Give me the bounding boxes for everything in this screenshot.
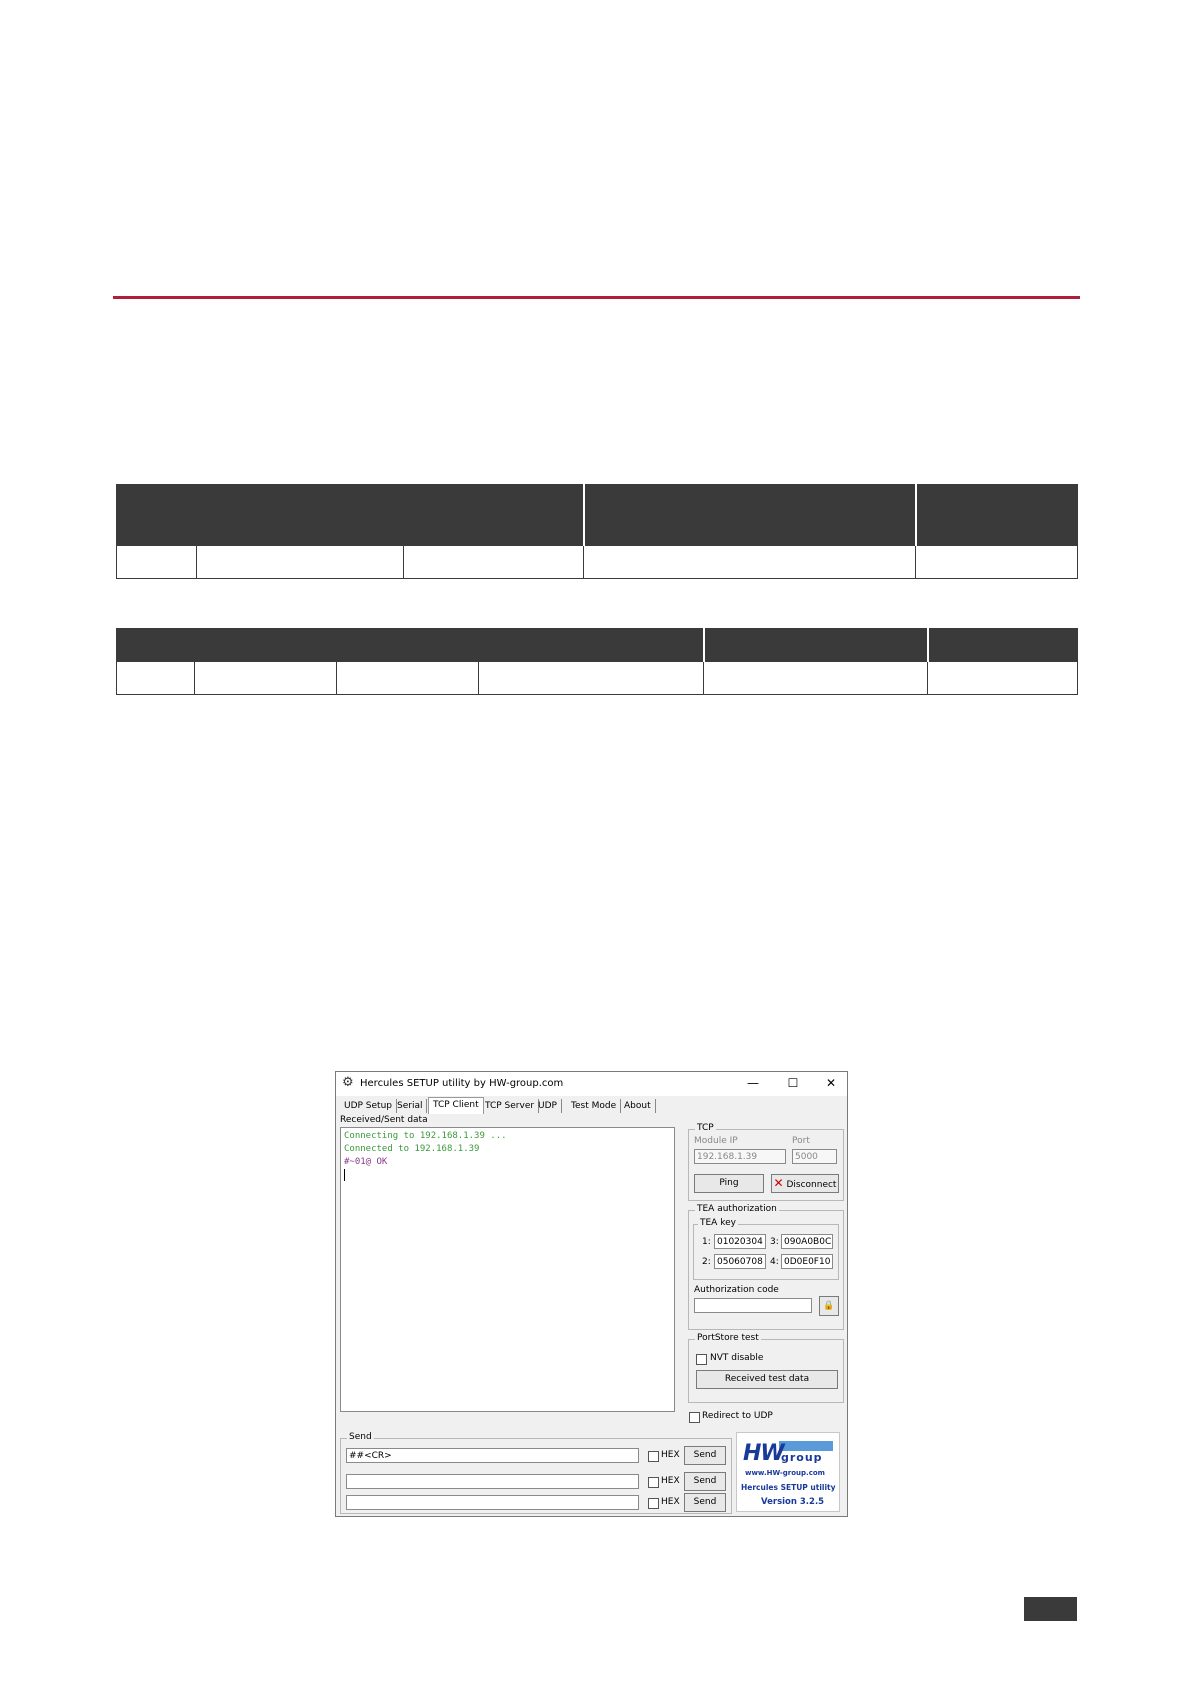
- module-ip-label: Module IP: [694, 1136, 738, 1146]
- key-2-label: 2:: [702, 1257, 711, 1267]
- nvt-disable-label: NVT disable: [710, 1353, 764, 1363]
- logo-bar: [779, 1441, 833, 1451]
- command-table-1: [116, 484, 1078, 579]
- disconnect-label: Disconnect: [786, 1180, 837, 1190]
- table-header-cell: [584, 485, 916, 546]
- table-header-cell: [117, 485, 584, 546]
- portstore-title: PortStore test: [697, 1333, 759, 1343]
- send-input-1[interactable]: ##<CR>: [346, 1448, 639, 1463]
- hw-group-logo: [736, 1432, 840, 1512]
- key-1-input[interactable]: 01020304: [714, 1234, 766, 1249]
- tab-test-mode[interactable]: Test Mode: [567, 1099, 621, 1113]
- table-cell: [928, 662, 1078, 695]
- maximize-button[interactable]: ☐: [787, 1076, 799, 1090]
- key-3-input[interactable]: 090A0B0C: [781, 1234, 833, 1249]
- key-3-label: 3:: [770, 1237, 779, 1247]
- table-cell: [916, 546, 1078, 579]
- section-divider: [113, 296, 1080, 299]
- send-title: Send: [349, 1432, 372, 1442]
- tab-tcp-server[interactable]: TCP Server: [481, 1099, 539, 1113]
- table-header-cell: [704, 629, 928, 662]
- version-label: Version 3.2.5: [761, 1497, 825, 1507]
- received-data-area[interactable]: [340, 1127, 675, 1412]
- port-label: Port: [792, 1136, 810, 1146]
- disconnect-button[interactable]: [771, 1174, 839, 1193]
- auth-code-label: Authorization code: [694, 1285, 779, 1295]
- terminal-line: Connected to 192.168.1.39: [344, 1144, 480, 1154]
- key-4-label: 4:: [770, 1257, 779, 1267]
- table-cell: [195, 662, 337, 695]
- close-x-icon: ✕: [773, 1176, 784, 1190]
- tab-udp-setup[interactable]: UDP Setup: [340, 1099, 397, 1113]
- tea-key-title: TEA key: [700, 1218, 736, 1228]
- send-button-3[interactable]: Send: [684, 1493, 726, 1512]
- received-data-label: Received/Sent data: [340, 1115, 428, 1125]
- hex-label-2: HEX: [661, 1476, 680, 1486]
- send-input-3[interactable]: [346, 1495, 639, 1510]
- page-number-box: [1024, 1597, 1077, 1621]
- key-1-label: 1:: [702, 1237, 711, 1247]
- table-cell: [479, 662, 704, 695]
- table-header-row: [117, 485, 1078, 546]
- send-input-2[interactable]: [346, 1474, 639, 1489]
- key-2-input[interactable]: 05060708: [714, 1254, 766, 1269]
- table-cell: [404, 546, 584, 579]
- title-bar: [336, 1072, 847, 1096]
- nvt-disable-checkbox[interactable]: [696, 1354, 707, 1365]
- redirect-udp-label: Redirect to UDP: [702, 1411, 773, 1421]
- minimize-button[interactable]: —: [747, 1076, 759, 1090]
- ping-button[interactable]: Ping: [694, 1174, 764, 1193]
- table-header-cell: [117, 629, 704, 662]
- table-cell: [337, 662, 479, 695]
- tab-serial[interactable]: Serial: [393, 1099, 427, 1113]
- portstore-group: [688, 1333, 844, 1403]
- port-input[interactable]: 5000: [792, 1149, 837, 1164]
- text-cursor: [344, 1169, 671, 1186]
- window-title: Hercules SETUP utility by HW-group.com: [360, 1078, 564, 1089]
- table-header-cell: [928, 629, 1078, 662]
- received-test-data-button[interactable]: Received test data: [696, 1370, 838, 1389]
- tcp-group: [688, 1123, 844, 1201]
- tea-auth-title: TEA authorization: [697, 1204, 777, 1214]
- app-icon: ⚙: [342, 1075, 354, 1090]
- tab-tcp-client[interactable]: TCP Client: [428, 1097, 484, 1114]
- table-cell: [197, 546, 404, 579]
- redirect-udp-checkbox[interactable]: [689, 1412, 700, 1423]
- tab-udp[interactable]: UDP: [534, 1099, 562, 1113]
- close-button[interactable]: ✕: [825, 1076, 837, 1090]
- command-table-2: [116, 628, 1078, 695]
- hex-label-3: HEX: [661, 1497, 680, 1507]
- terminal-line: Connecting to 192.168.1.39 ...: [344, 1131, 507, 1141]
- tea-auth-group: [688, 1204, 844, 1330]
- send-button-2[interactable]: Send: [684, 1472, 726, 1491]
- table-cell: [584, 546, 916, 579]
- table-header-cell: [916, 485, 1078, 546]
- table-cell: [117, 546, 197, 579]
- hex-checkbox-1[interactable]: [648, 1451, 659, 1462]
- send-button-1[interactable]: Send: [684, 1446, 726, 1465]
- logo-url: www.HW-group.com: [745, 1469, 825, 1477]
- lock-icon[interactable]: 🔒: [819, 1296, 839, 1316]
- product-name: Hercules SETUP utility: [741, 1483, 836, 1492]
- table-row: [117, 546, 1078, 579]
- table-cell: [117, 662, 195, 695]
- logo-hw: HW: [743, 1441, 784, 1466]
- tab-about[interactable]: About: [620, 1099, 656, 1113]
- hex-checkbox-3[interactable]: [648, 1498, 659, 1509]
- terminal-line: #~01@ OK: [344, 1157, 388, 1167]
- hex-label-1: HEX: [661, 1450, 680, 1460]
- table-cell: [704, 662, 928, 695]
- module-ip-input[interactable]: 192.168.1.39: [694, 1149, 786, 1164]
- hercules-window: [335, 1071, 848, 1517]
- key-4-input[interactable]: 0D0E0F10: [781, 1254, 833, 1269]
- tcp-group-title: TCP: [697, 1123, 714, 1133]
- send-group: [340, 1432, 732, 1514]
- hex-checkbox-2[interactable]: [648, 1477, 659, 1488]
- auth-code-input[interactable]: [694, 1298, 812, 1313]
- table-header-row: [117, 629, 1078, 662]
- logo-group: group: [781, 1451, 823, 1464]
- table-row: [117, 662, 1078, 695]
- tea-key-group: [693, 1218, 839, 1280]
